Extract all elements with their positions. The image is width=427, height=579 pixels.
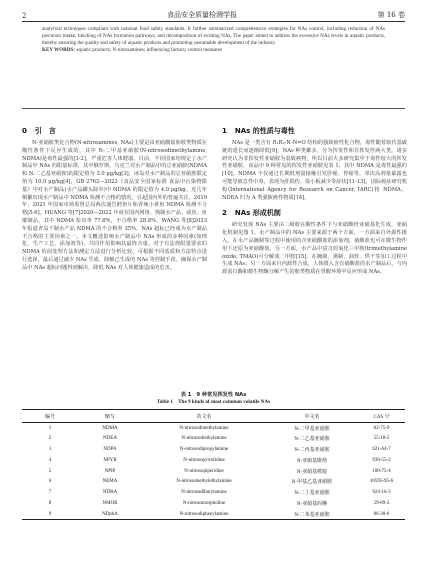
cell-english-name: N-nitrosodiphenylamine xyxy=(142,509,266,520)
table-row xyxy=(22,509,405,520)
cell-number: 9 xyxy=(22,509,78,520)
page-number: 2 xyxy=(22,12,27,20)
cell-number: 4 xyxy=(48,457,52,463)
journal-name: 食品安全质量检测学报 xyxy=(167,11,238,19)
cell-cas: 930-55-2 xyxy=(372,457,391,463)
table-header-row xyxy=(22,410,405,423)
cell-abbr: NDphA xyxy=(78,509,142,520)
right-column xyxy=(222,123,407,277)
section-heading-mechanism xyxy=(222,208,407,218)
cell-cas: 59-89-2 xyxy=(373,500,390,506)
cell-cas: 621-64-7 xyxy=(372,446,391,452)
cell-abbr: NEMA xyxy=(102,479,118,485)
header-cas: CAS 号 xyxy=(358,410,405,423)
section-number: 2 xyxy=(222,209,227,218)
mechanism-paragraph: 研究发现 NAs 主要由二级胺在酸性条件下与亚硝酸经亚硝基化生成，亚硝化机制见图 1。水产制品中的 NAs 主要来源于两个方面，一方面来自外源性摄入，在水产品腌制等过程中使用的含亚硝酸盐的添加剂，硝酸盐也可在微生物作用下还原为亚硝酸盐。另一方面，水产品中富含的氧化三甲胺(trimethylamine oxide, TMAO)可分解成二甲胺[15]。在腌制、熏制、油炸、烘干等加工过程中生成 NAs；另一方面来自内源性合成，人体摄入含有硝酸盐的水产制品后，与内源蛋白酶和微生物酶分解产生的胺类物质在胃酸环境中反应形成 NAs。 xyxy=(222,222,407,276)
cell-chinese-name: N-二甲基亚硝胺 xyxy=(294,426,330,432)
cell-cas: 55-18-5 xyxy=(373,436,390,442)
cell-english-name: N-nitrosopiperidine xyxy=(184,468,224,474)
table-row xyxy=(22,487,405,498)
section-number: 1 xyxy=(222,127,227,135)
intro-paragraph: N-亚硝胺类化合物(N-nitrosamines, NAs)主要是由亚硝酸盐和胺类物质在酸性条件下反应生成的，其中 N-二甲基亚硝胺(N-nitrosodimethylamine, NDMA)是毒性最强的[1-2]，严重危害人体健康。目前，不同国家均规定了水产制品中 NAs 的限量标准，其中俄罗斯、乌克兰对水产制品中的总亚硝胺(NDMA 和 N-二乙基亚硝胺)的限定值为 3.0 μg/kg[3]，冰岛对水产制品的总亚硝胺限定值为 10.0 μg/kg[4]，GB 2762—2022《食品安全国家标准 食品中污染物限量》中对水产制品(水产品罐头除外)中 NDMA 的限定值为 4.0 μg/kg。近几年频繁出现水产制品中 NDMA 检测不合格的情况，引起国内外的普遍关注。2019 年，2021 年国家市场监督总局两次通告鳕鱼片和香辣小黄鱼 NDMA 检测不合格[5-6]。HUANG 等[7]2020—2022 年度在国内网络、熟制水产品、咸鱼、鱼糜制品，其中 NDMA 检出率 77.8%，不合格率 28.8%。WANG 等[8]2023 年报道青岛干制水产品 NDMA 的不合格率 35%。NAs 超标已经成为水产制品不合格的主要因素之一。本文概述影响水产制品中 NAs 形成的多种因素(如理化、生产工艺、添加剂等)，共同作用影响其最终含量。对于有法规限量要求的 NDMA 的前处理方法和测定方法进行分析比较，可根据不同基质和方法特点进行选择，最后通过减少 NAs 生成、降解已生成的 NAs 等控制手段，确保水产制品中 NAs 超标问题得到解决，降低 NAs 对人体健康造成的危害。 xyxy=(22,140,207,271)
cell-chinese-name: N-二丁基亚硝胺 xyxy=(294,491,330,497)
table-row xyxy=(22,423,405,434)
table-body xyxy=(22,423,405,520)
header-rule xyxy=(22,21,405,22)
table-row xyxy=(22,466,405,477)
cell-cas: 62-75-9 xyxy=(373,425,390,431)
cell-abbr: NPIP xyxy=(104,468,116,474)
header-abbr: 缩写 xyxy=(78,410,142,423)
cell-cas: 86-30-6 xyxy=(358,509,405,520)
left-column xyxy=(22,123,207,273)
header-number: 编号 xyxy=(22,410,78,423)
table-title-en: Table 1 The 9 kinds of most common volatile NAs xyxy=(156,399,271,405)
cell-chinese-name: N-二丙基亚硝胺 xyxy=(294,447,330,453)
table-row xyxy=(22,455,405,466)
cell-chinese-name: N-二乙基亚硝胺 xyxy=(294,437,330,443)
keywords-label: KEY WORDS: xyxy=(42,47,75,54)
cell-abbr: NDBA xyxy=(102,490,118,496)
cell-english-name: N-nitrosodibutylamine xyxy=(181,490,227,496)
table-row xyxy=(22,444,405,455)
cell-number: 6 xyxy=(48,479,52,485)
volume-label: 第 16 卷 xyxy=(377,11,405,19)
table-row xyxy=(22,433,405,444)
cell-cas: 100-75-4 xyxy=(372,468,391,474)
cell-english-name: N-nitrosomorpholine xyxy=(182,500,226,506)
table-row xyxy=(22,476,405,487)
cell-number: 5 xyxy=(48,468,52,474)
running-header xyxy=(22,8,405,20)
cell-number: 7 xyxy=(48,490,52,496)
cell-number: 2 xyxy=(48,436,52,442)
abstract-block xyxy=(42,26,385,54)
cell-abbr: NDEA xyxy=(103,436,117,442)
cell-cas: 10595-95-6 xyxy=(369,479,394,485)
cell-abbr: NPYR xyxy=(103,457,117,463)
abstract-rule xyxy=(22,108,405,109)
section-title: NAs 的性质与毒性 xyxy=(234,127,295,135)
cell-chinese-name: N-亚硝基吡咯 xyxy=(296,458,328,464)
section-number: 0 xyxy=(22,127,27,135)
section-title: NAs 形成机制 xyxy=(234,209,281,218)
table-row xyxy=(22,498,405,509)
cell-chinese-name: N-亚硝基哌啶 xyxy=(296,469,328,475)
keywords-line xyxy=(42,47,385,54)
abstract-text: analytical techniques compliant with national food safety standards. It further summarized comprehensive strategies for NAs control, including reduction of NAs precursor intake, blocking of NAs formation pathways, and decomposition of existing NAs. The paper aimed to address the excessive NAs levels in aquatic products, thereby ensuring the quality and safety of aquatic products and promoting sustainable development of the industry. xyxy=(42,26,385,47)
cell-abbr: NDMA xyxy=(102,425,118,431)
cell-chinese-name: N-甲基乙基亚硝胺 xyxy=(291,480,333,486)
cell-english-name: N-nitrosopyrrolidine xyxy=(183,457,225,463)
cell-abbr: NMOR xyxy=(102,500,118,506)
cell-number: 1 xyxy=(48,425,52,431)
cell-number: 3 xyxy=(48,446,52,452)
header-english-name: 英文名 xyxy=(142,410,266,423)
table-title-cn: 表 1 9 种常见挥发性 NAs xyxy=(180,392,247,398)
nas-table xyxy=(22,409,405,520)
cell-cas: 924-16-3 xyxy=(372,490,391,496)
table-1 xyxy=(22,392,405,520)
cell-english-name: N-nitrosomethylethylamine xyxy=(176,479,232,485)
cell-english-name: N-nitrosodimethylamine xyxy=(179,425,229,431)
properties-paragraph: NAs 是一类含有 R₁R₂-N-N=O 结构的强致癌性化合物，毒性随着取代基碳链的延长而逐渐降低[9]。NAs 种类繁多，分为挥发性和非挥发性两大类。诸多研究认为非挥发性亚硝胺为弱致癌物，所以目前大多研究集中于毒性较大的挥发性亚硝胺。食品中 9 种常见的挥发性亚硝胺见表 1，其中 NDMA 是毒性最强的[10]。NDMA 不仅通过长期低剂量接触引发肝癌、胃癌等，单次高剂量暴露也可能导致急性中毒，表现为肝损伤、血小板减少等症状[11-13]。国际癌症研究机构(International Agency for Research on Cancer, IARC)将 NDMA、NDEA 归为 A 类强致癌性物质[14]。 xyxy=(222,140,408,201)
cell-english-name: N-nitrosodipropylamine xyxy=(179,446,229,452)
cell-chinese-name: N-亚硝基吗啉 xyxy=(296,501,328,507)
cell-english-name: N-nitrosodiethylamine xyxy=(181,436,227,442)
header-chinese-name: 中文名 xyxy=(266,410,358,423)
cell-abbr: NDPA xyxy=(103,446,117,452)
section-heading-properties xyxy=(222,126,407,136)
cell-number: 8 xyxy=(48,500,52,506)
cell-chinese-name: N-二苯基亚硝胺 xyxy=(266,509,358,520)
section-heading-introduction xyxy=(22,126,207,136)
keywords-text: aquatic products; N-nitrosamines; influencing factors; control measures xyxy=(74,47,223,54)
section-title: 引 言 xyxy=(34,127,56,135)
